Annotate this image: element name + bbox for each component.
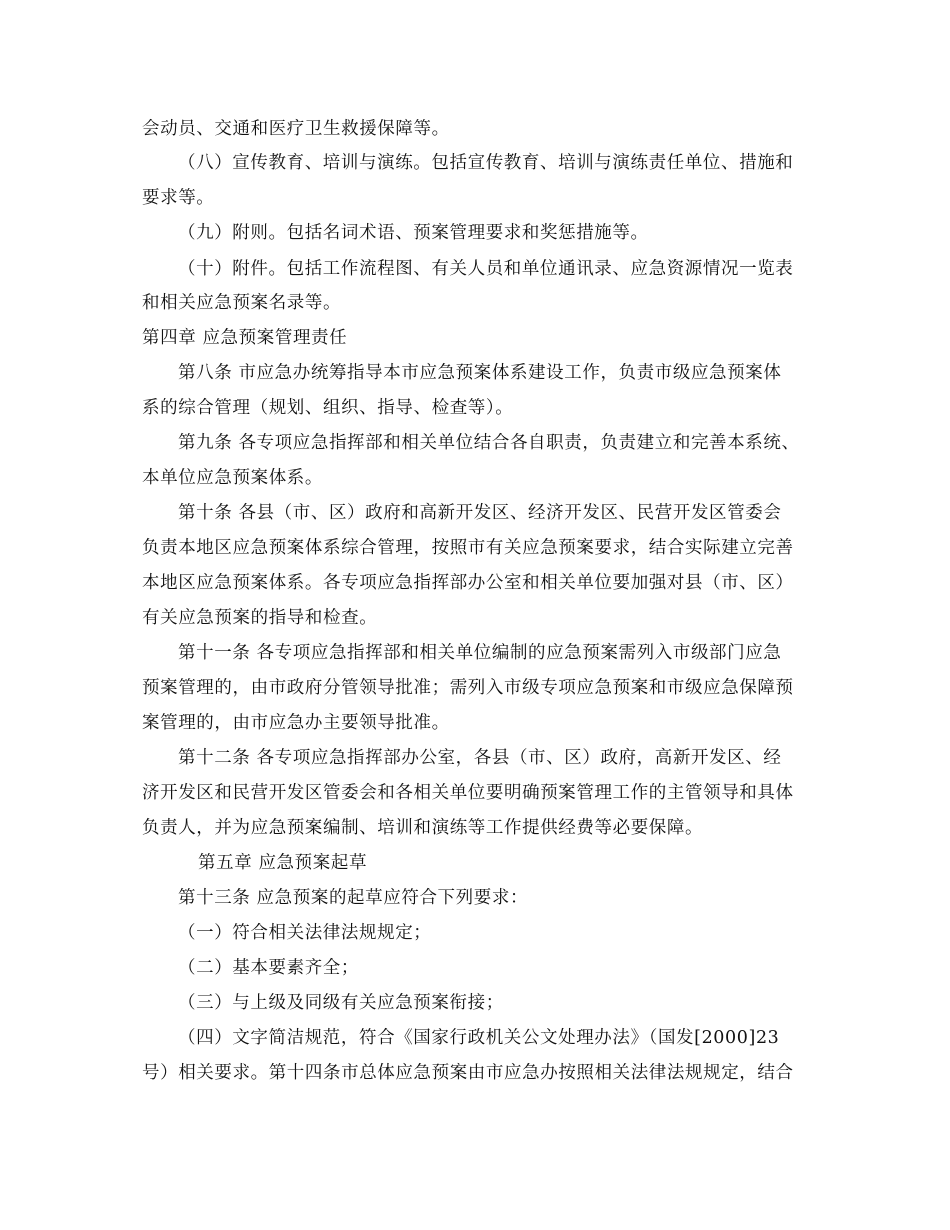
paragraph-line: 负责本地区应急预案体系综合管理，按照市有关应急预案要求，结合实际建立完善 xyxy=(142,538,794,558)
paragraph-line: 本单位应急预案体系。 xyxy=(142,468,323,488)
paragraph-line: 有关应急预案的指导和检查。 xyxy=(142,608,378,628)
chapter-heading: 第四章 应急预案管理责任 xyxy=(142,328,348,348)
paragraph-line: （八）宣传教育、培训与演练。包括宣传教育、培训与演练责任单位、措施和 xyxy=(178,153,794,173)
list-item: （三）与上级及同级有关应急预案衔接； xyxy=(178,993,504,1013)
chapter-heading: 第五章 应急预案起草 xyxy=(198,853,368,873)
paragraph-line: 系的综合管理（规划、组织、指导、检查等）。 xyxy=(142,398,514,418)
paragraph-line: 济开发区和民营开发区管委会和各相关单位要明确预案管理工作的主管领导和具体 xyxy=(142,783,794,803)
paragraph-line: （九）附则。包括名词术语、预案管理要求和奖惩措施等。 xyxy=(178,223,649,243)
paragraph-line: 负责人，并为应急预案编制、培训和演练等工作提供经费等必要保障。 xyxy=(142,818,704,838)
list-item: （二）基本要素齐全； xyxy=(178,958,359,978)
paragraph-line: 第八条 市应急办统筹指导本市应急预案体系建设工作，负责市级应急预案体 xyxy=(178,363,782,383)
paragraph-line: 案管理的，由市应急办主要领导批准。 xyxy=(142,713,450,733)
paragraph-line: 第九条 各专项应急指挥部和相关单位结合各自职责，负责建立和完善本系统、 xyxy=(178,433,800,453)
paragraph-line: 会动员、交通和医疗卫生救援保障等。 xyxy=(142,119,450,139)
paragraph-line: 第十二条 各专项应急指挥部办公室，各县（市、区）政府，高新开发区、经 xyxy=(178,748,782,768)
list-item: （四）文字简洁规范，符合《国家行政机关公文处理办法》（国发[2000]23 xyxy=(178,1028,780,1048)
paragraph-line: 第十条 各县（市、区）政府和高新开发区、经济开发区、民营开发区管委会 xyxy=(178,503,782,523)
paragraph-line: 要求等。 xyxy=(142,188,215,208)
paragraph-line: （十）附件。包括工作流程图、有关人员和单位通讯录、应急资源情况一览表 xyxy=(178,259,794,279)
paragraph-line: 和相关应急预案名录等。 xyxy=(142,293,342,313)
paragraph-line: 预案管理的，由市政府分管领导批准；需列入市级专项应急预案和市级应急保障预 xyxy=(142,678,794,698)
paragraph-line: 本地区应急预案体系。各专项应急指挥部办公室和相关单位要加强对县（市、区） xyxy=(142,573,794,593)
paragraph-line: 第十一条 各专项应急指挥部和相关单位编制的应急预案需列入市级部门应急 xyxy=(178,643,782,663)
paragraph-line: 号）相关要求。第十四条市总体应急预案由市应急办按照相关法律法规规定，结合 xyxy=(142,1063,794,1083)
list-item: （一）符合相关法律法规规定； xyxy=(178,923,432,943)
paragraph-line: 第十三条 应急预案的起草应符合下列要求： xyxy=(178,888,529,908)
